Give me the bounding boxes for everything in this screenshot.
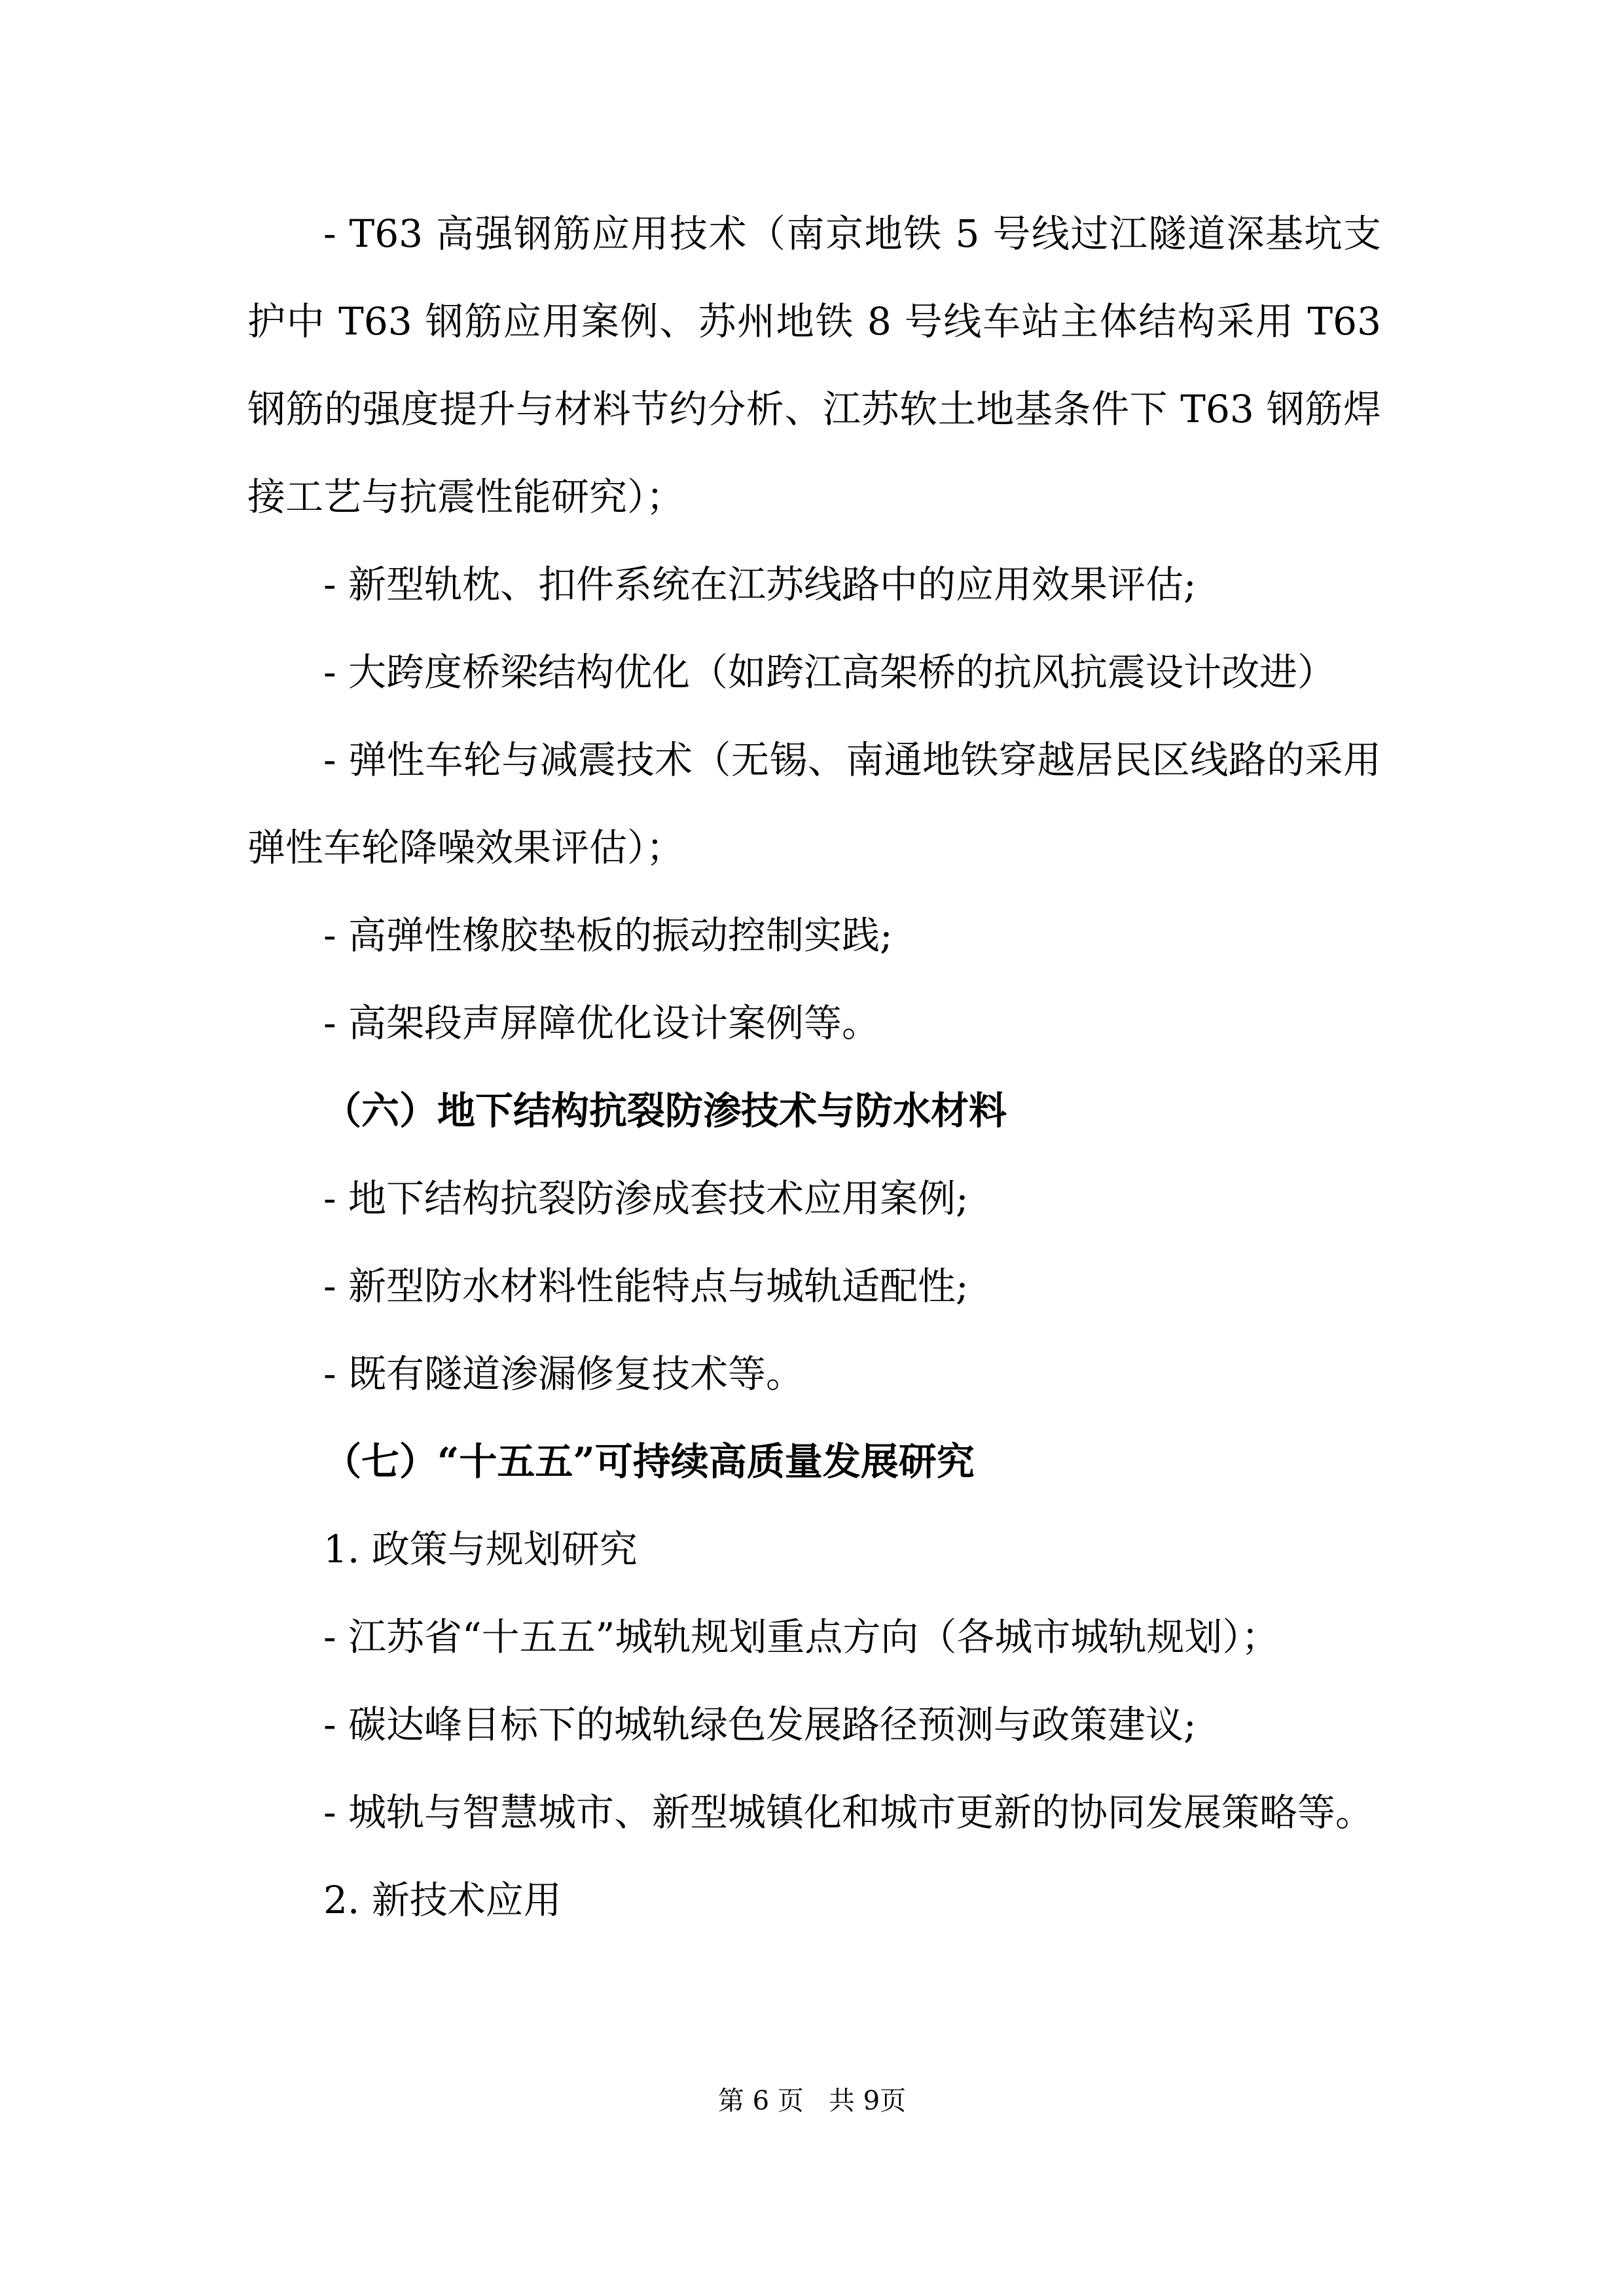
paragraph-sleeper-fastener: - 新型轨枕、扣件系统在江苏线路中的应用效果评估;	[323, 562, 1197, 607]
page-number-label: 第 6 页 共 9页	[717, 2086, 907, 2116]
subheading-policy-planning: 1. 政策与规划研究	[323, 1527, 638, 1571]
paragraph-waterproof-material: - 新型防水材料性能特点与城轨适配性;	[323, 1264, 969, 1308]
paragraph-smart-city: - 城轨与智慧城市、新型城镇化和城市更新的协同发展策略等。	[323, 1790, 1374, 1835]
paragraph-jiangsu-plan: - 江苏省“十五五”城轨规划重点方向（各城市城轨规划）；	[323, 1615, 1280, 1659]
document-body	[247, 190, 1381, 1944]
paragraph-elastic-wheel: - 弹性车轮与减震技术（无锡、南通地铁穿越居民区线路的采用弹性车轮降噪效果评估）；	[247, 738, 1381, 870]
page-footer	[0, 2081, 1624, 2121]
paragraph-long-span-bridge: - 大跨度桥梁结构优化（如跨江高架桥的抗风抗震设计改进）	[323, 650, 1336, 694]
paragraph-tunnel-leak-repair: - 既有隧道渗漏修复技术等。	[323, 1352, 804, 1396]
section-heading-six: （六）地下结构抗裂防渗技术与防水材料	[323, 1088, 1007, 1133]
section-heading-seven: （七）“十五五”可持续高质量发展研究	[323, 1439, 975, 1484]
paragraph-anti-crack-case: - 地下结构抗裂防渗成套技术应用案例;	[323, 1176, 969, 1221]
paragraph-sound-barrier: - 高架段声屏障优化设计案例等。	[323, 1001, 880, 1045]
paragraph-carbon-peak: - 碳达峰目标下的城轨绿色发展路径预测与政策建议;	[323, 1702, 1197, 1747]
paragraph-t63-rebar: - T63 高强钢筋应用技术（南京地铁 5 号线过江隧道深基坑支护中 T63 钢筋应用案例、苏州地铁 8 号线车站主体结构采用 T63 钢筋的强度提升与材料节约分析、江苏软土地基条件下 T63 钢筋焊接工艺与抗震性能研究）；	[247, 211, 1381, 519]
paragraph-rubber-pad: - 高弹性橡胶垫板的振动控制实践;	[323, 913, 893, 958]
subheading-new-technology: 2. 新技术应用	[323, 1878, 562, 1922]
